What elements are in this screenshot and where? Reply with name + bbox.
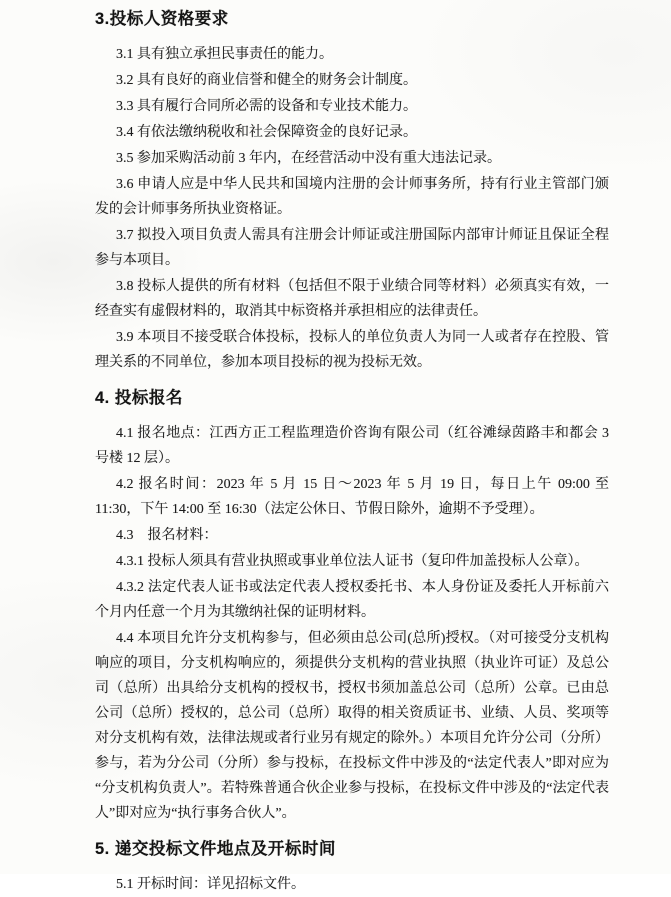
- clause-4-2: 4.2 报名时间：2023 年 5 月 15 日～2023 年 5 月 19 日，每日上午 09:00 至 11:30，下午 14:00 至 16:30（法定公休日、节假日除外，逾期不予受理）。: [95, 477, 609, 517]
- clause-5-1: 5.1 开标时间：详见招标文件。: [116, 877, 305, 892]
- clause-4-3: 4.3 报名材料：: [116, 528, 218, 543]
- clause-3-9: 3.9 本项目不接受联合体投标，投标人的单位负责人为同一人或者存在控股、管理关系的不同单位，参加本项目投标的视为投标无效。: [95, 330, 609, 370]
- clause-3-4: 3.4 有依法缴纳税收和社会保障资金的良好记录。: [116, 125, 417, 140]
- clause-3-5: 3.5 参加采购活动前 3 年内，在经营活动中没有重大违法记录。: [116, 151, 501, 166]
- clause-4-4: 4.4 本项目允许分支机构参与，但必须由总公司(总所)授权。（对可接受分支机构响应的项目，分支机构响应的，须提供分支机构的营业执照（执业许可证）及总公司（总所）出具给分支机构的授权书，授权书须加盖总公司（总所）公章。已由总公司（总所）授权的，总公司（总所）取得的相关资质证书、业绩、人员、奖项等对分支机构有效，法律法规或者行业另有规定的除外。）本项目允许分公司（分所）参与，若为分公司（分所）参与投标，在投标文件中涉及的“法定代表人”即对应为“分支机构负责人”。若特殊普通合伙企业参与投标，在投标文件中涉及的“法定代表人”即对应为“执行事务合伙人”。: [95, 631, 609, 821]
- section-5-heading: 5. 递交投标文件地点及开标时间: [95, 840, 336, 858]
- section-bid-registration: [95, 387, 609, 826]
- clause-3-2: 3.2 具有良好的商业信誉和健全的财务会计制度。: [116, 73, 417, 88]
- clause-3-1: 3.1 具有独立承担民事责任的能力。: [116, 47, 333, 62]
- section-3-heading: 3.投标人资格要求: [95, 10, 229, 28]
- clause-3-8: 3.8 投标人提供的所有材料（包括但不限于业绩合同等材料）必须真实有效，一经查实有虚假材料的，取消其中标资格并承担相应的法律责任。: [95, 279, 609, 319]
- clause-3-7: 3.7 拟投入项目负责人需具有注册会计师证或注册国际内部审计师证且保证全程参与本项目。: [95, 228, 609, 268]
- clause-4-1: 4.1 报名地点：江西方正工程监理造价咨询有限公司（红谷滩绿茵路丰和都会 3 号楼 12 层）。: [95, 426, 609, 466]
- section-bidder-qualifications: [95, 8, 609, 375]
- clause-4-3-2: 4.3.2 法定代表人证书或法定代表人授权委托书、本人身份证及委托人开标前六个月内任意一个月为其缴纳社保的证明材料。: [95, 580, 609, 620]
- clause-3-3: 3.3 具有履行合同所必需的设备和专业技术能力。: [116, 99, 417, 114]
- section-4-heading: 4. 投标报名: [95, 389, 183, 407]
- clause-4-3-1: 4.3.1 投标人须具有营业执照或事业单位法人证书（复印件加盖投标人公章）。: [116, 554, 589, 569]
- clause-3-6: 3.6 申请人应是中华人民共和国境内注册的会计师事务所，持有行业主管部门颁发的会计师事务所执业资格证。: [95, 177, 609, 217]
- section-submission-and-opening: [95, 838, 609, 897]
